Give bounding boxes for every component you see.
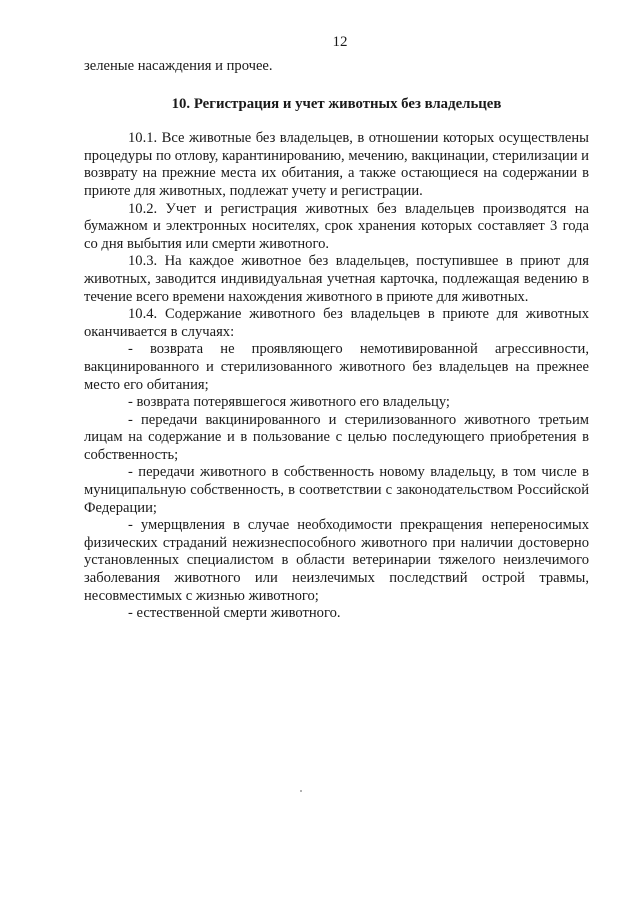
case-item-euthanasia: - умерщвления в случае необходимости прекращения непереносимых физических страданий нежизнеспособного животного при наличии достоверно установленных специалистом в области ветеринарии тяжелого неизлечимого заболевания животного или неизлечимых последствий острой травмы, несовместимых с жизнью животного;: [84, 517, 589, 604]
paragraph-10-1: 10.1. Все животные без владельцев, в отношении которых осуществлены процедуры по отлову, карантинированию, мечению, вакцинации, стерилизации и возврату на прежние места их обитания, а также остающиеся на содержании в приюте для животных, подлежат учету и регистрации.: [84, 130, 589, 199]
case-item-transfer-new-owner: - передачи животного в собственность новому владельцу, в том числе в муниципальную собственность, в соответствии с законодательством Российской Федерации;: [84, 464, 589, 516]
paragraph-10-2: 10.2. Учет и регистрация животных без владельцев производятся на бумажном и электронных носителях, срок хранения которых составляет 3 года со дня выбытия или смерти животного.: [84, 200, 589, 252]
case-item-natural-death: - естественной смерти животного.: [128, 605, 341, 622]
case-item-transfer-third-parties: - передачи вакцинированного и стерилизованного животного третьим лицам на содержание и в пользование с целью последующего приобретения в собственность;: [84, 411, 589, 463]
page-number: 12: [332, 34, 348, 50]
document-body: [84, 58, 589, 623]
case-item-return-to-owner: - возврата потерявшегося животного его владельцу;: [128, 394, 450, 411]
case-item-return-to-habitat: - возврата не проявляющего немотивированной агрессивности, вакцинированного и стерилизованного животного без владельцев на прежнее место его обитания;: [84, 341, 589, 393]
paragraph-10-4: 10.4. Содержание животного без владельцев в приюте для животных оканчивается в случаях:: [84, 306, 589, 340]
paragraph-10-3: 10.3. На каждое животное без владельцев, поступившее в приют для животных, заводится индивидуальная учетная карточка, подлежащая ведению в течение всего времени нахождения животного в приюте для животных.: [84, 253, 589, 305]
section-heading: 10. Регистрация и учет животных без владельцев: [171, 95, 502, 112]
continuation-text: зеленые насаждения и прочее.: [84, 58, 273, 74]
scan-speck: [300, 790, 302, 792]
